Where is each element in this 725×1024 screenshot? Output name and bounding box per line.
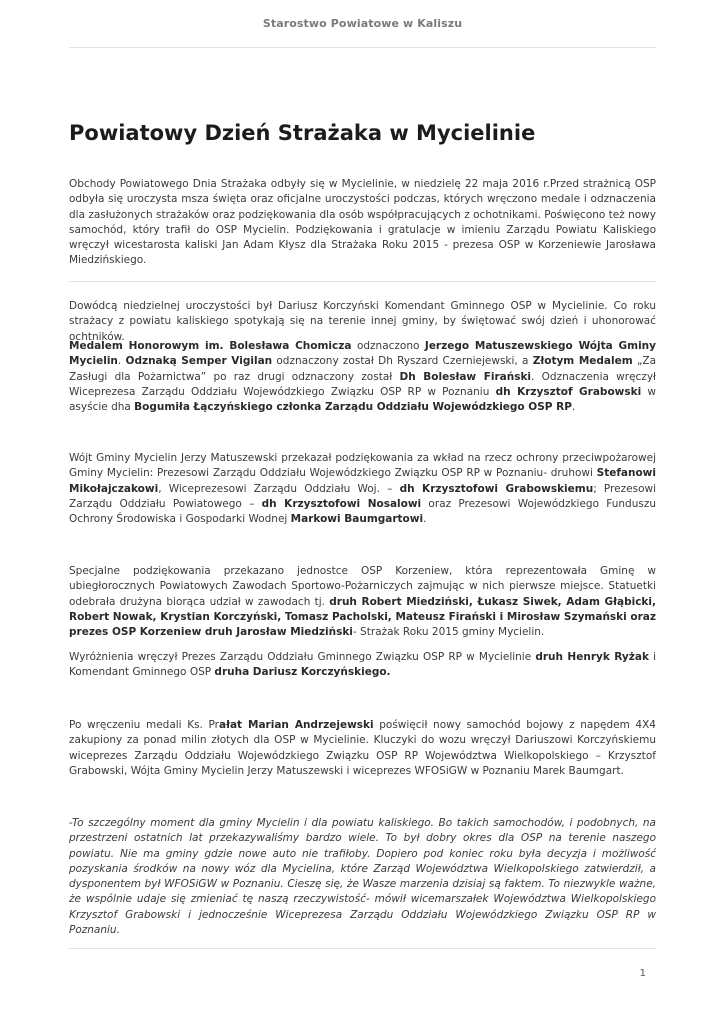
paragraph-intro xyxy=(69,177,656,269)
page-title: Powiatowy Dzień Strażaka w Mycielinie xyxy=(69,121,536,145)
paragraph-awards xyxy=(69,650,656,681)
text-run: Wyróżnienia wręczył Prezes Zarządu Oddziału Gminnego Związku OSP RP w Mycielinie xyxy=(69,651,536,663)
site-header: Starostwo Powiatowe w Kaliszu xyxy=(262,17,463,30)
bold-text-run: dh Krzysztof Grabowski xyxy=(495,385,642,398)
text-run: poświęcił nowy samochód bojowy z napędem 4X4 zakupiony za ponad milin złotych dla OSP w Mycielinie. Kluczyki do wozu wręczył Dariuszowi Korczyńskiemu wiceprezes Zarządu Oddziału Wojewódzkiego Związku OSP RP Województwa Wielkopolskiego – Krzysztof Grabowski, Wójta Gminy Mycielin Jerzy Matuszewski i wiceprezes WFOSiGW w Poznaniu Marek Baumgart. xyxy=(69,719,656,777)
text-run: , Wiceprezesowi Zarządu Oddziału Woj. – xyxy=(158,482,400,495)
text-run: oraz Prezesowi Wojewódzkiego Funduszu Ochrony Środowiska i Gospodarki Wodnej xyxy=(69,497,656,526)
bold-text-run: Medalem Honorowym im. Bolesława Chomicza xyxy=(69,340,352,352)
text-run: Obchody Powiatowego Dnia Strażaka odbyły się w Mycielinie, w niedzielę 22 maja 2016 r.Przed strażnicą OSP odbyła się uroczysta msza święta oraz oficjalne uroczystości podczas, których wręczono medale i odznaczenia dla zasłużonych strażaków oraz podziękowania dla osób współpracujących z ochotnikami. Poświęcono też nowy samochód, który trafił do OSP Mycielin. Podziękowania i gratulacje w imieniu Zarządu Powiatu Kaliskiego wręczył wicestarosta kaliski Jan Adam Kłysz dla Strażaka Roku 2015 - prezesa OSP w Korzeniewie Jarosława Miedzińskiego. xyxy=(69,178,656,267)
bold-text-run: druh Henryk Ryżak xyxy=(535,651,649,663)
text-run: ; Prezesowi Zarządu Oddziału Powiatowego – xyxy=(69,482,656,510)
text-run: Dowódcą niedzielnej uroczystości był Dariusz Korczyński Komendant Gminnego OSP w Mycielinie. Co roku strażacy z powiatu kaliskiego spotykają się na terenie innej gminy, by świętować swój dzień i uhonorować ochtników. xyxy=(69,300,656,343)
text-run: . xyxy=(423,513,427,526)
bold-text-run: Stefanowi Mikołajczakowi xyxy=(69,467,656,495)
text-run: Wójt Gminy Mycielin Jerzy Matuszewski przekazał podziękowania za wkład na rzecz ochrony przeciwpożarowej Gminy Mycielin: Prezesowi Zarządu Oddziału Wojewódzkiego Związku OSP RP w Poznaniu- druhowi xyxy=(69,452,656,480)
paragraph-commander xyxy=(69,299,656,345)
text-run: . xyxy=(117,355,126,368)
paragraph-vehicle xyxy=(69,718,656,779)
text-run: Specjalne podziękowania przekazano jednostce OSP Korzeniew, która reprezentowała Gminę w ubiegłorocznych Powiatowych Zawodach Sportowo-Pożarniczych zajmując w nich pierwsze miejsce. Statuetki odebrała drużyna biorąca udział w zawodach tj. xyxy=(69,565,656,608)
bold-text-run: Odznaką Semper Vigilan xyxy=(125,355,273,368)
bold-text-run: dh Krzysztofowi Grabowskiemu xyxy=(399,482,594,495)
paragraph-special-thanks xyxy=(69,564,656,640)
text-run: i Komendant Gminnego OSP xyxy=(69,651,657,679)
paragraph-quote xyxy=(69,816,656,938)
text-run: - Strażak Roku 2015 gminy Mycielin. xyxy=(352,626,545,639)
bold-text-run: druh Robert Miedziński, Łukasz Siwek, Adam Głąbicki, Robert Nowak, Krystian Korczyński, Tomasz Pacholski, Mateusz Firański i Mirosław Szymański oraz prezes OSP Korzeniew druh Jarosław Miedziński xyxy=(69,595,657,639)
bold-text-run: druha Dariusz Korczyńskiego. xyxy=(214,666,391,679)
text-run: „Za Zasługi dla Pożarnictwa” po raz drugi odznaczony został xyxy=(69,355,656,383)
text-run: Po wręczeniu medali Ks. Pr xyxy=(69,719,219,731)
text-run: w asyście dha xyxy=(69,385,656,414)
text-run: odznaczono xyxy=(351,340,425,352)
text-run: -To szczególny moment dla gminy Mycielin i dla powiatu kaliskiego. Bo takich samochodów, i podobnych, na przestrzeni ostatnich lat przekazywaliśmy bardzo wiele. To był dobry okres dla OSP na terenie naszego powiatu. Nie ma gminy gdzie nowe auto nie trafiłoby. Dopiero pod koniec roku była decyzja i możliwość pozyskania środków na nowy wóz dla Mycielina, które Zarząd Województwa Wielkopolskiego zatwierdził, a dysponentem był WFOSiGW w Poznaniu. Cieszę się, że Wasze marzenia dzisiaj są faktem. To niezwykle ważne, że wspólnie udaje się zmieniać tę naszą rzeczywistość- mówił wicemarszałek Województwa Wielkopolskiego Krzysztof Grabowski i jednocześnie Wiceprezesa Zarządu Oddziału Wojewódzkiego Związku OSP RP w Poznaniu. xyxy=(69,817,656,937)
text-run: . Odznaczenia wręczył Wiceprezesa Zarządu Oddziału Wojewódzkiego Związku OSP RP w Poznaniu xyxy=(69,370,657,398)
paragraph-medals xyxy=(69,339,656,415)
text-run: . xyxy=(571,401,576,414)
bold-text-run: dh Krzysztofowi Nosalowi xyxy=(261,497,422,510)
text-run: odznaczony został Dh Ryszard Czerniejewski, a xyxy=(272,355,533,368)
bold-text-run: Bogumiła Łączyńskiego członka Zarządu Oddziału Wojewódzkiego OSP RP xyxy=(134,401,572,414)
bold-text-run: Dh Bolesław Firański xyxy=(399,370,532,383)
bold-text-run: Jerzego Matuszewskiego Wójta Gminy Mycielin xyxy=(69,340,656,368)
footer-divider xyxy=(69,948,656,949)
section-divider xyxy=(69,281,656,282)
header-divider xyxy=(69,47,656,48)
bold-text-run: Złotym Medalem xyxy=(532,355,633,368)
paragraph-thanks xyxy=(69,451,656,527)
bold-text-run: Markowi Baumgartowi xyxy=(290,513,424,526)
page-number: 1 xyxy=(639,968,646,979)
bold-text-run: ałat Marian Andrzejewski xyxy=(218,719,374,731)
